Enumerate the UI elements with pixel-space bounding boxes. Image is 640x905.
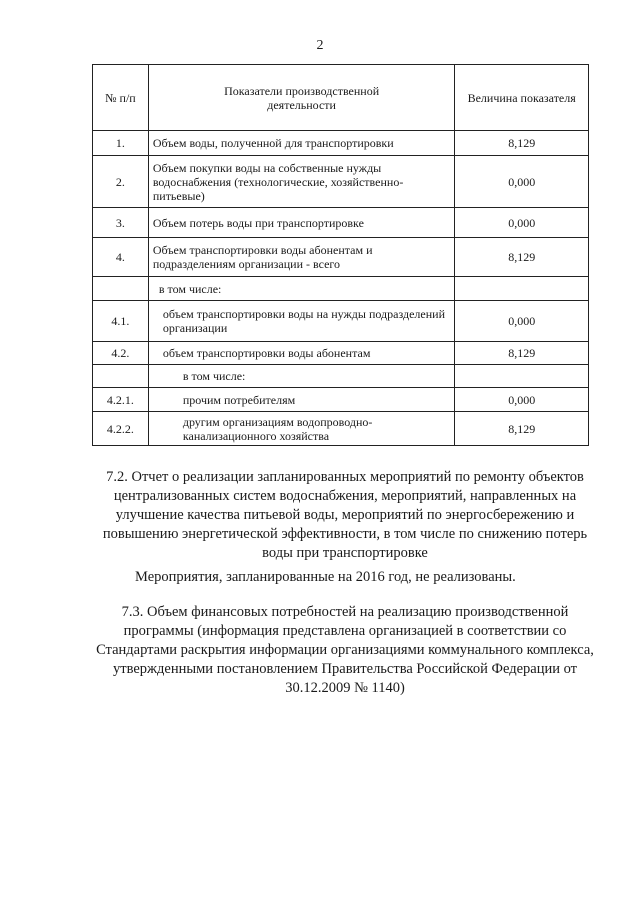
row-number: 4.2.2. [93, 412, 149, 446]
row-value: 0,000 [455, 388, 589, 412]
row-label: другим организациям водопроводно-канализационного хозяйства [148, 412, 455, 446]
table-row [93, 277, 589, 301]
row-label: Объем транспортировки воды абонентам и подразделениям организации - всего [148, 238, 455, 277]
row-number: 4.1. [93, 301, 149, 342]
table-row [93, 208, 589, 238]
row-number: 4.2.1. [93, 388, 149, 412]
header-number: № п/п [93, 65, 149, 131]
table-row [93, 156, 589, 208]
table-row [93, 342, 589, 365]
activities-not-implemented-note: Мероприятия, запланированные на 2016 год, не реализованы. [135, 569, 516, 585]
row-value: 0,000 [455, 156, 589, 208]
row-label: Объем потерь воды при транспортировке [148, 208, 455, 238]
row-label: в том числе: [148, 277, 455, 301]
section-7-3-heading: 7.3. Объем финансовых потребностей на реализацию производственной программы (информация представлена организацией в соответствии со Стандартами раскрытия информации организациями коммунального комплекса, утвержденными постановлением Правительства Российской Федерации от 30.12.2009 № 1140) [96, 604, 594, 696]
table-row [93, 238, 589, 277]
row-label: объем транспортировки воды абонентам [148, 342, 455, 365]
row-number: 1. [93, 131, 149, 156]
row-label: в том числе: [148, 365, 455, 388]
row-label: объем транспортировки воды на нужды подразделений организации [148, 301, 455, 342]
table-row [93, 131, 589, 156]
header-value: Величина показателя [455, 65, 589, 131]
table-row [93, 412, 589, 446]
row-value: 0,000 [455, 301, 589, 342]
row-label: Объем покупки воды на собственные нужды водоснабжения (технологические, хозяйственно-питьевые) [148, 156, 455, 208]
table-row [93, 301, 589, 342]
production-indicators-table [92, 64, 589, 446]
row-value [455, 277, 589, 301]
table-header-row [93, 65, 589, 131]
row-number: 3. [93, 208, 149, 238]
row-number: 2. [93, 156, 149, 208]
row-number [93, 365, 149, 388]
row-number: 4.2. [93, 342, 149, 365]
page-number: 2 [316, 38, 324, 53]
table-row [93, 388, 589, 412]
row-value [455, 365, 589, 388]
row-number [93, 277, 149, 301]
row-value: 8,129 [455, 412, 589, 446]
row-value: 0,000 [455, 208, 589, 238]
row-number: 4. [93, 238, 149, 277]
table-row [93, 365, 589, 388]
row-value: 8,129 [455, 342, 589, 365]
row-value: 8,129 [455, 238, 589, 277]
row-label: прочим потребителям [148, 388, 455, 412]
row-value: 8,129 [455, 131, 589, 156]
row-label: Объем воды, полученной для транспортировки [148, 131, 455, 156]
header-indicator: Показатели производственной деятельности [148, 65, 455, 131]
section-7-2-heading: 7.2. Отчет о реализации запланированных мероприятий по ремонту объектов централизованных систем водоснабжения, мероприятий, направленных на улучшение качества питьевой воды, мероприятий по энергосбережению и повышению энергетической эффективности, в том числе по снижению потерь воды при транспортировке [102, 469, 588, 561]
